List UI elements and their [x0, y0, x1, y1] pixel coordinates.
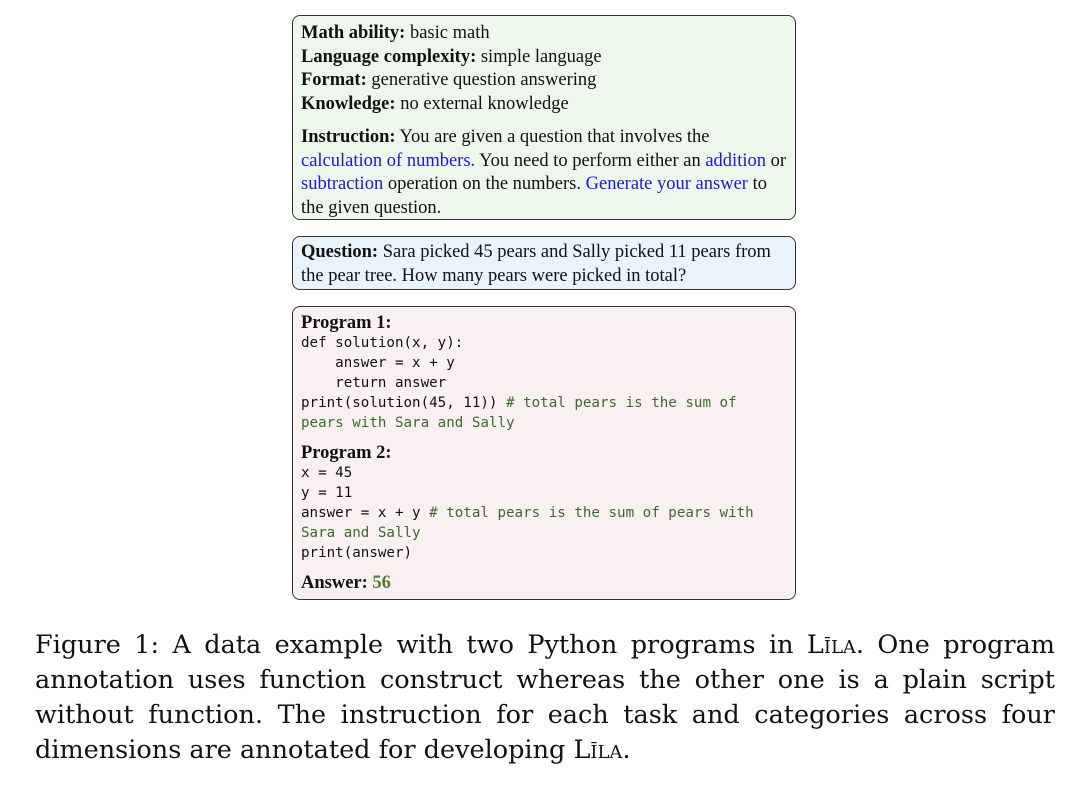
- instruction-segment: You are given a question that involves the: [399, 127, 710, 147]
- instruction-highlight: calculation of numbers.: [301, 150, 476, 171]
- answer-label: Answer:: [301, 573, 368, 593]
- instruction-label: Instruction:: [301, 127, 396, 147]
- code-line: print(solution(45, 11)): [301, 395, 498, 411]
- caption-text: .: [622, 735, 631, 765]
- language-complexity-row: [301, 46, 787, 70]
- code-line: x = 45: [301, 465, 353, 481]
- language-complexity-label: Language complexity:: [301, 46, 477, 67]
- code-line: return answer: [301, 375, 447, 391]
- format-value: generative question answering: [371, 70, 597, 90]
- instruction-segment: to the given question.: [301, 174, 767, 218]
- code-line: y = 11: [301, 485, 353, 501]
- instruction-text: [301, 126, 787, 220]
- instruction-highlight: Generate your answer: [585, 174, 748, 194]
- knowledge-label: Knowledge:: [301, 93, 396, 114]
- lila-name: Līla: [573, 735, 623, 765]
- code-line: def solution(x, y):: [301, 335, 464, 351]
- program-box: [292, 306, 796, 600]
- figure-caption: [35, 628, 1055, 768]
- instruction-segment: operation on the numbers.: [387, 174, 582, 194]
- instruction-highlight: addition: [705, 150, 766, 171]
- task-metadata-box: [292, 15, 796, 220]
- code-comment: # total pears is the sum of pears with Sara and Sally: [301, 505, 763, 541]
- math-ability-row: [301, 22, 787, 46]
- program-1-label: Program 1:: [301, 313, 392, 333]
- format-row: [301, 69, 787, 93]
- instruction-segment: You need to perform either an: [479, 150, 701, 171]
- math-ability-value: basic math: [409, 23, 490, 43]
- caption-text: . One program annotation uses function construct whereas the other one is a plain script without function. The instruction for each task and categories across four dimensions are annotated for developing: [35, 630, 1055, 765]
- instruction-segment: or: [770, 150, 787, 171]
- program-1-code: [301, 333, 787, 433]
- caption-text: Figure 1: A data example with two Python programs in: [35, 630, 807, 660]
- answer-value: 56: [372, 573, 391, 593]
- math-ability-label: Math ability:: [301, 23, 406, 43]
- language-complexity-value: simple language: [480, 46, 602, 67]
- program-2-code: [301, 463, 787, 563]
- instruction-highlight: subtraction: [301, 174, 384, 194]
- knowledge-row: [301, 93, 787, 117]
- question-label: Question:: [301, 242, 379, 262]
- answer-row: [301, 573, 787, 593]
- code-line: answer = x + y: [301, 505, 421, 521]
- knowledge-value: no external knowledge: [400, 93, 569, 114]
- lila-name: Līla: [806, 630, 856, 660]
- format-label: Format:: [301, 70, 367, 90]
- code-comment: # total pears is the sum of pears with Sara and Sally: [301, 395, 746, 431]
- question-text: Sara picked 45 pears and Sally picked 11 pears from the pear tree. How many pears were picked in total?: [301, 242, 771, 286]
- program-2-label: Program 2:: [301, 443, 392, 463]
- code-line: answer = x + y: [301, 355, 455, 371]
- question-box: [292, 236, 796, 290]
- code-line: print(answer): [301, 545, 413, 561]
